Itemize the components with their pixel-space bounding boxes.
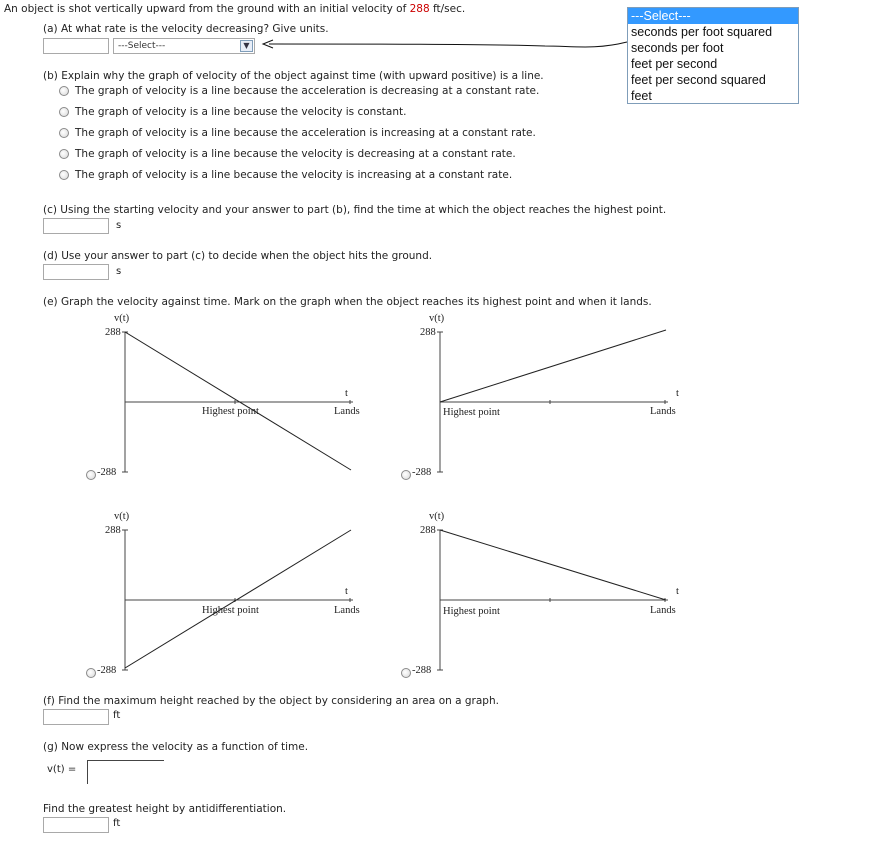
graph-y-min-label: -288 xyxy=(412,467,432,478)
graph-x-axis-label: t xyxy=(676,388,679,399)
part-b-option-2: The graph of velocity is a line because the velocity is constant. xyxy=(75,106,407,118)
part-d-question: (d) Use your answer to part (c) to decide when the object hits the ground. xyxy=(43,250,433,262)
velocity-function-input[interactable] xyxy=(88,761,164,784)
part-f-unit: ft xyxy=(113,710,121,721)
part-d-unit: s xyxy=(116,266,122,277)
part-b-radio-1[interactable] xyxy=(59,86,69,96)
part-h-height-input[interactable] xyxy=(43,817,109,833)
part-f-question: (f) Find the maximum height reached by the object by considering an area on a graph. xyxy=(43,695,499,707)
part-b-option-1: The graph of velocity is a line because the acceleration is decreasing at a constant rate. xyxy=(75,85,540,97)
graph-lands-label: Lands xyxy=(334,605,360,616)
part-b-radio-2[interactable] xyxy=(59,107,69,117)
part-f-height-input[interactable] xyxy=(43,709,109,725)
part-a-question: (a) At what rate is the velocity decreasing? Give units. xyxy=(43,23,329,35)
graph-y-axis-label: v(t) xyxy=(429,511,445,522)
graph-highest-point-label: Highest point xyxy=(443,407,500,418)
graph-y-min-label: -288 xyxy=(97,665,117,676)
part-e-question: (e) Graph the velocity against time. Mark on the graph when the object reaches its highest point and when it lands. xyxy=(43,296,652,308)
graph-velocity-line xyxy=(440,330,666,402)
part-b-option-3: The graph of velocity is a line because the acceleration is increasing at a constant rate. xyxy=(75,127,536,139)
graph-bottom-right xyxy=(410,508,690,683)
graph-y-axis-label: v(t) xyxy=(114,511,130,522)
graph-y-max-label: 288 xyxy=(420,525,436,536)
part-b-radio-5[interactable] xyxy=(59,170,69,180)
graph-top-right xyxy=(410,310,690,485)
annotation-arrow xyxy=(255,28,635,58)
part-b-radio-3[interactable] xyxy=(59,128,69,138)
graph-velocity-line xyxy=(440,530,666,600)
part-b-option-4: The graph of velocity is a line because the velocity is decreasing at a constant rate. xyxy=(75,148,516,160)
part-c-unit: s xyxy=(116,220,122,231)
graph-bottom-left xyxy=(95,508,375,683)
graph-velocity-line xyxy=(125,530,351,668)
part-b-option-5: The graph of velocity is a line because the velocity is increasing at a constant rate. xyxy=(75,169,513,181)
part-a-units-select[interactable]: ---Select--- ▼ xyxy=(113,38,255,54)
part-c-question: (c) Using the starting velocity and your answer to part (b), find the time at which the object reaches the highest point. xyxy=(43,204,667,216)
part-b-question: (b) Explain why the graph of velocity of the object against time (with upward positive) is a line. xyxy=(43,70,544,82)
graph-y-max-label: 288 xyxy=(420,327,436,338)
graph-y-max-label: 288 xyxy=(105,525,121,536)
dropdown-option-select[interactable]: ---Select--- xyxy=(628,8,798,24)
graph-highest-point-label: Highest point xyxy=(202,406,259,417)
dropdown-option-feet-per-second[interactable]: feet per second xyxy=(631,57,718,71)
graph-highest-point-label: Highest point xyxy=(202,605,259,616)
graph-y-axis-label: v(t) xyxy=(429,313,445,324)
chevron-down-icon[interactable]: ▼ xyxy=(240,40,253,52)
graph-x-axis-label: t xyxy=(345,586,348,597)
graph-highest-point-label: Highest point xyxy=(443,606,500,617)
graph-lands-label: Lands xyxy=(334,406,360,417)
initial-velocity-value: 288 xyxy=(409,3,430,15)
problem-statement: An object is shot vertically upward from the ground with an initial velocity of 288 ft/sec. xyxy=(4,3,466,15)
graph-x-axis-label: t xyxy=(345,388,348,399)
part-h-unit: ft xyxy=(113,818,121,829)
dropdown-option-seconds-per-foot-squared[interactable]: seconds per foot squared xyxy=(631,25,773,39)
part-a-rate-input[interactable] xyxy=(43,38,109,54)
graph-top-left xyxy=(95,310,375,485)
graph-lands-label: Lands xyxy=(650,605,676,616)
part-d-time-input[interactable] xyxy=(43,264,109,280)
part-c-time-input[interactable] xyxy=(43,218,109,234)
dropdown-option-seconds-per-foot[interactable]: seconds per foot xyxy=(631,41,724,55)
graph-y-max-label: 288 xyxy=(105,327,121,338)
part-b-radio-4[interactable] xyxy=(59,149,69,159)
part-g-question: (g) Now express the velocity as a function of time. xyxy=(43,741,309,753)
graph-velocity-line xyxy=(125,332,351,470)
velocity-function-label: v(t) = xyxy=(47,764,77,775)
graph-x-axis-label: t xyxy=(676,586,679,597)
dropdown-option-feet[interactable]: feet xyxy=(631,89,652,103)
graph-y-min-label: -288 xyxy=(412,665,432,676)
dropdown-option-feet-per-second-squared[interactable]: feet per second squared xyxy=(631,73,766,87)
graph-lands-label: Lands xyxy=(650,406,676,417)
graph-y-min-label: -288 xyxy=(97,467,117,478)
graph-y-axis-label: v(t) xyxy=(114,313,130,324)
units-dropdown-list[interactable] xyxy=(627,7,799,104)
part-h-question: Find the greatest height by antidifferentiation. xyxy=(43,803,287,815)
